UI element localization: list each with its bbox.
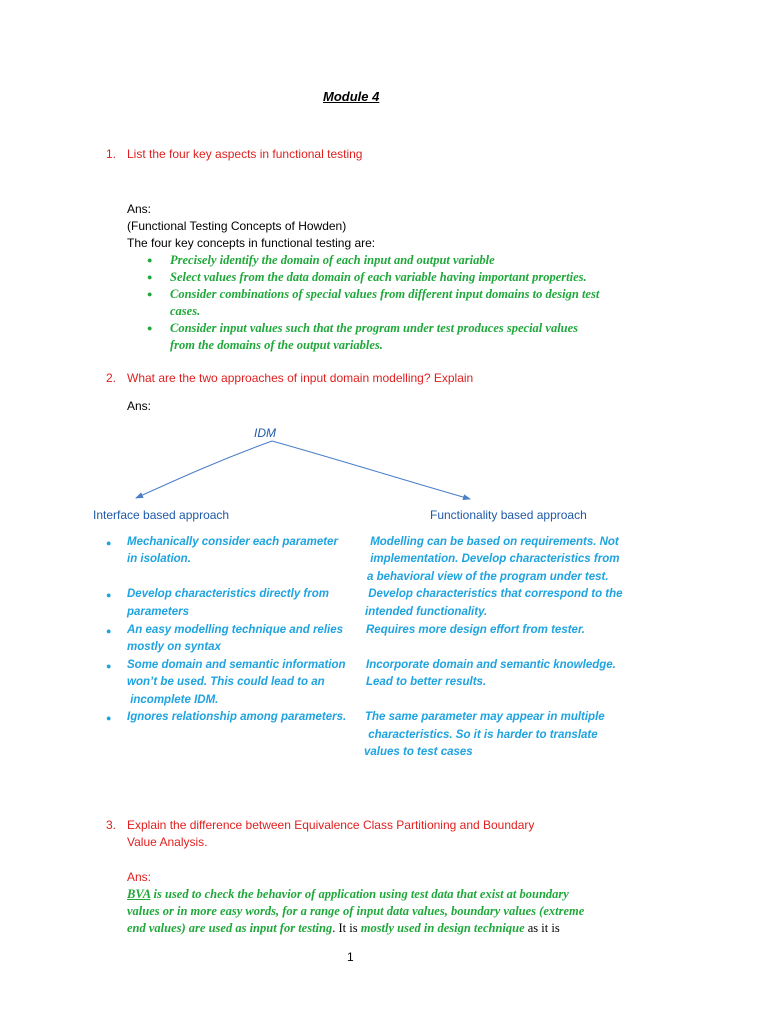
bullet-icon: ● [106, 538, 112, 548]
question-2-text: What are the two approaches of input domain modelling? Explain [127, 371, 474, 385]
question-3-number: 3. [106, 818, 117, 832]
functionality-line: Requires more design effort from tester. [366, 624, 585, 636]
q3-answer-line3-b: . It is [332, 921, 361, 935]
q3-answer-line3-a: end values) are used as input for testing [127, 921, 333, 935]
functionality-approach-heading: Functionality based approach [430, 508, 587, 522]
interface-point-3-line1: An easy modelling technique and relies [127, 624, 344, 636]
interface-point-4-line1: Some domain and semantic information [127, 659, 346, 671]
functionality-line: Incorporate domain and semantic knowledge. [366, 659, 616, 671]
interface-point-1-line2: in isolation. [127, 553, 191, 565]
interface-point-3-line2: mostly on syntax [127, 641, 221, 653]
q3-answer-line3 [127, 921, 560, 936]
q1-bullet-3-line2: cases. [170, 304, 201, 318]
q1-intro: The four key concepts in functional testing are: [127, 236, 376, 250]
question-3-text-line2: Value Analysis. [127, 835, 208, 849]
bva-term: BVA [127, 887, 151, 901]
q3-answer-line1-rest: is used to check the behavior of application using test data that exist at boundary [150, 887, 569, 901]
q1-bullet-1: Precisely identify the domain of each input and output variable [170, 253, 495, 267]
q1-source: (Functional Testing Concepts of Howden) [127, 219, 347, 233]
functionality-line: a behavioral view of the program under test. [367, 571, 609, 583]
interface-point-2-line1: Develop characteristics directly from [127, 588, 329, 600]
interface-point-1-line1: Mechanically consider each parameter [127, 536, 338, 548]
question-2-number: 2. [106, 371, 117, 385]
functionality-line: Develop characteristics that correspond to the [365, 588, 623, 600]
functionality-line: characteristics. So it is harder to translate [365, 729, 598, 741]
q1-bullet-4-line1: Consider input values such that the program under test produces special values [170, 321, 579, 335]
q3-answer-line3-d: as it is [524, 921, 560, 935]
q1-bullet-4-line2: from the domains of the output variables. [170, 338, 383, 352]
functionality-line: implementation. Develop characteristics from [367, 553, 620, 565]
interface-point-5: Ignores relationship among parameters. [127, 711, 347, 723]
q3-answer-line3-c: mostly used in design technique [360, 921, 525, 935]
bullet-icon: ● [106, 626, 112, 636]
interface-point-4-line3: incomplete IDM. [127, 694, 219, 706]
q2-ans-label: Ans: [127, 399, 152, 413]
question-1-number: 1. [106, 147, 117, 161]
q1-bullet-3-line1: Consider combinations of special values from different input domains to design test [170, 287, 600, 301]
interface-point-4-line2: won’t be used. This could lead to an [127, 676, 325, 688]
question-3-text-line1: Explain the difference between Equivalence Class Partitioning and Boundary [127, 818, 535, 832]
arrow-to-interface [136, 441, 272, 498]
arrow-to-functionality [272, 441, 470, 499]
bullet-icon: ● [106, 713, 112, 723]
q1-ans-label: Ans: [127, 202, 152, 216]
idm-root-label: IDM [254, 426, 276, 440]
page-number: 1 [347, 950, 354, 964]
q3-ans-label: Ans: [127, 870, 152, 884]
functionality-line: values to test cases [364, 746, 473, 758]
functionality-line: The same parameter may appear in multiple [365, 711, 605, 723]
functionality-line: intended functionality. [365, 606, 488, 618]
bullet-icon: ● [147, 289, 153, 299]
interface-point-2-line2: parameters [127, 606, 190, 618]
page-title: Module 4 [323, 89, 380, 104]
interface-approach-heading: Interface based approach [93, 508, 230, 522]
bullet-icon: ● [147, 323, 153, 333]
bullet-icon: ● [106, 661, 112, 671]
q3-answer-line1 [127, 887, 569, 902]
bullet-icon: ● [106, 590, 112, 600]
bullet-icon: ● [147, 272, 153, 282]
q1-bullet-2: Select values from the data domain of each variable having important properties. [170, 270, 587, 284]
functionality-line: Lead to better results. [366, 676, 487, 688]
q3-answer-line2: values or in more easy words, for a range of input data values, boundary values (extreme [127, 904, 585, 918]
functionality-line: Modelling can be based on requirements. Not [367, 536, 619, 548]
question-1-text: List the four key aspects in functional testing [127, 147, 363, 161]
bullet-icon: ● [147, 255, 153, 265]
